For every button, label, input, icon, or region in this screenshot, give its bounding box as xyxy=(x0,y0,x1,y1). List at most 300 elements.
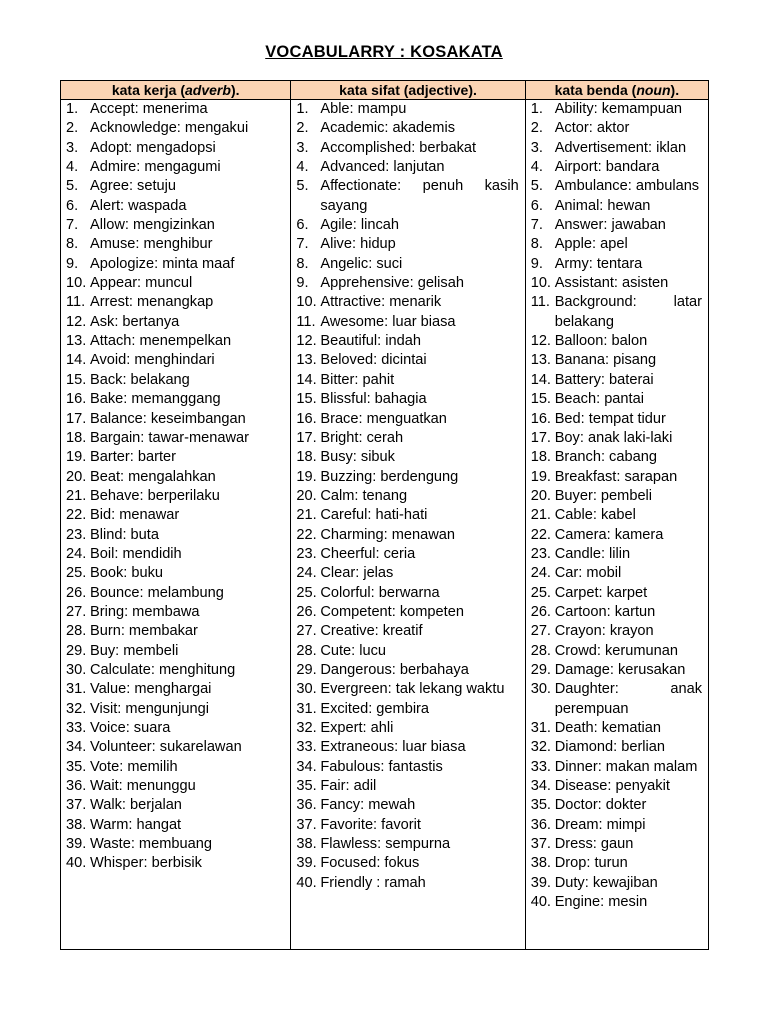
item-number: 36. xyxy=(530,816,551,833)
item-text: Bargain: tawar-menawar xyxy=(90,429,249,446)
item-number: 18. xyxy=(66,429,87,446)
list-item xyxy=(531,893,702,912)
list-item xyxy=(531,100,702,119)
list-item xyxy=(296,158,518,177)
item-number: 27. xyxy=(66,603,87,620)
table-header-row xyxy=(61,81,709,100)
item-number: 19. xyxy=(296,468,317,485)
item-number: 38. xyxy=(530,855,551,872)
list-item xyxy=(66,564,284,583)
list-item xyxy=(296,177,518,216)
item-number: 30. xyxy=(66,661,87,678)
item-number: 8. xyxy=(66,236,79,253)
item-text: Drop: turun xyxy=(554,855,628,872)
list-item xyxy=(296,680,518,699)
item-text: Death: kematian xyxy=(554,720,661,736)
item-text: Boil: mendidih xyxy=(90,545,182,562)
item-number: 22. xyxy=(296,526,317,543)
list-item xyxy=(296,526,518,545)
list-item xyxy=(66,100,284,119)
item-text: Able: mampu xyxy=(320,101,407,117)
item-number: 9. xyxy=(66,255,79,272)
item-number: 2. xyxy=(296,120,309,137)
item-number: 7. xyxy=(296,236,309,253)
item-text: Barter: barter xyxy=(90,449,176,466)
item-text: Camera: kamera xyxy=(554,526,664,543)
item-text: Cartoon: kartun xyxy=(554,603,656,620)
item-text: Buzzing: berdengung xyxy=(320,468,459,485)
list-item xyxy=(296,390,518,409)
item-number: 25. xyxy=(66,565,87,582)
list-item xyxy=(531,680,702,719)
item-text: Apologize: minta maaf xyxy=(90,255,235,272)
list-item xyxy=(531,545,702,564)
list-item xyxy=(66,177,284,196)
list-item xyxy=(66,642,284,661)
item-number: 1. xyxy=(66,101,79,117)
item-text: Branch: cabang xyxy=(554,449,657,466)
item-text: Apple: apel xyxy=(554,236,628,253)
item-number: 24. xyxy=(530,565,551,582)
item-text: Bed: tempat tidur xyxy=(554,410,666,427)
item-text: Charming: menawan xyxy=(320,526,455,543)
list-item xyxy=(296,429,518,448)
list-item xyxy=(531,584,702,603)
noun-list xyxy=(526,100,708,912)
list-item xyxy=(296,293,518,312)
list-item xyxy=(66,429,284,448)
item-text: Awesome: luar biasa xyxy=(320,313,456,330)
item-number: 12. xyxy=(530,333,551,350)
item-number: 38. xyxy=(296,836,317,853)
item-text: Diamond: berlian xyxy=(554,739,666,756)
item-number: 6. xyxy=(530,197,543,214)
list-item xyxy=(531,351,702,370)
item-number: 29. xyxy=(66,642,87,659)
list-item xyxy=(66,622,284,641)
item-number: 14. xyxy=(296,371,317,388)
item-number: 32. xyxy=(530,739,551,756)
item-number: 22. xyxy=(66,507,87,524)
item-number: 30. xyxy=(530,681,551,698)
item-text: Adopt: mengadopsi xyxy=(90,139,216,156)
item-number: 28. xyxy=(66,623,87,640)
item-text: Excited: gembira xyxy=(320,700,430,717)
item-text: Candle: lilin xyxy=(554,545,631,562)
item-number: 15. xyxy=(530,391,551,408)
item-number: 13. xyxy=(66,333,87,350)
item-number: 2. xyxy=(530,120,543,137)
item-text: Buyer: pembeli xyxy=(554,487,653,504)
item-text: Fabulous: fantastis xyxy=(320,758,443,775)
item-text: Avoid: menghindari xyxy=(90,352,215,369)
list-item xyxy=(66,468,284,487)
item-number: 39. xyxy=(296,855,317,872)
list-item xyxy=(66,390,284,409)
item-number: 28. xyxy=(296,642,317,659)
list-item xyxy=(296,642,518,661)
item-number: 17. xyxy=(296,429,317,446)
item-number: 1. xyxy=(530,101,543,117)
item-number: 31. xyxy=(66,681,87,698)
item-text: Blind: buta xyxy=(90,526,159,543)
item-text: Back: belakang xyxy=(90,371,190,388)
item-text: Beach: pantai xyxy=(554,391,644,408)
list-item xyxy=(296,564,518,583)
list-item xyxy=(531,603,702,622)
list-item xyxy=(66,332,284,351)
item-text: Favorite: favorit xyxy=(320,816,421,833)
item-number: 33. xyxy=(296,739,317,756)
item-number: 32. xyxy=(296,720,317,736)
list-item xyxy=(531,390,702,409)
list-item xyxy=(66,197,284,216)
item-number: 5. xyxy=(530,178,543,195)
list-item xyxy=(66,758,284,777)
item-number: 19. xyxy=(66,449,87,466)
list-item xyxy=(296,468,518,487)
item-text: Arrest: menangkap xyxy=(90,294,214,311)
item-number: 12. xyxy=(296,333,317,350)
list-item xyxy=(296,835,518,854)
item-text: Bitter: pahit xyxy=(320,371,395,388)
item-text: Behave: berperilaku xyxy=(90,487,220,504)
item-number: 26. xyxy=(66,584,87,601)
list-item xyxy=(296,700,518,719)
header-adjective: kata sifat (adjective). xyxy=(291,81,525,100)
list-item xyxy=(531,216,702,235)
list-item xyxy=(296,371,518,390)
verb-list xyxy=(61,100,290,874)
item-text: Duty: kewajiban xyxy=(554,874,658,891)
item-number: 26. xyxy=(530,603,551,620)
list-item xyxy=(531,235,702,254)
list-item xyxy=(66,680,284,699)
item-number: 40. xyxy=(66,855,87,872)
list-item xyxy=(531,816,702,835)
item-text: Allow: mengizinkan xyxy=(90,217,215,234)
item-text: Competent: kompeten xyxy=(320,603,464,620)
item-number: 5. xyxy=(296,178,309,195)
item-number: 23. xyxy=(66,526,87,543)
item-text: Waste: membuang xyxy=(90,836,212,853)
list-item xyxy=(296,448,518,467)
item-number: 23. xyxy=(530,545,551,562)
item-text: Calculate: menghitung xyxy=(90,661,236,678)
item-text: Blissful: bahagia xyxy=(320,391,427,408)
item-text: Attractive: menarik xyxy=(320,294,442,311)
item-number: 6. xyxy=(296,217,309,234)
item-text: Warm: hangat xyxy=(90,816,182,833)
item-number: 16. xyxy=(296,410,317,427)
list-item xyxy=(531,158,702,177)
item-text: Cable: kabel xyxy=(554,507,636,524)
item-text: Beat: mengalahkan xyxy=(90,468,216,485)
list-item xyxy=(531,487,702,506)
list-item xyxy=(531,255,702,274)
list-item xyxy=(531,332,702,351)
item-text: Affectionate: penuh kasih sayang xyxy=(320,178,519,214)
item-number: 36. xyxy=(66,778,87,795)
list-item xyxy=(296,758,518,777)
item-text: Animal: hewan xyxy=(554,197,651,214)
item-number: 25. xyxy=(296,584,317,601)
item-text: Daughter: anak perempuan xyxy=(554,681,702,717)
item-text: Army: tentara xyxy=(554,255,643,272)
list-item xyxy=(66,448,284,467)
list-item xyxy=(296,119,518,138)
list-item xyxy=(296,584,518,603)
item-number: 17. xyxy=(530,429,551,446)
item-text: Beloved: dicintai xyxy=(320,352,427,369)
item-number: 4. xyxy=(66,159,79,176)
list-item xyxy=(66,313,284,332)
item-text: Dream: mimpi xyxy=(554,816,646,833)
item-number: 19. xyxy=(530,468,551,485)
item-text: Extraneous: luar biasa xyxy=(320,739,466,756)
item-number: 21. xyxy=(296,507,317,524)
list-item xyxy=(66,255,284,274)
list-item xyxy=(531,274,702,293)
item-number: 28. xyxy=(530,642,551,659)
list-item xyxy=(66,506,284,525)
item-number: 34. xyxy=(296,758,317,775)
item-text: Airport: bandara xyxy=(554,159,660,176)
list-item xyxy=(531,758,702,777)
item-text: Clear: jelas xyxy=(320,565,394,582)
item-number: 8. xyxy=(296,255,309,272)
item-text: Acknowledge: mengakui xyxy=(90,120,249,137)
list-item xyxy=(66,526,284,545)
item-number: 6. xyxy=(66,197,79,214)
list-item xyxy=(66,216,284,235)
item-text: Wait: menunggu xyxy=(90,778,196,795)
item-text: Alert: waspada xyxy=(90,197,187,214)
item-number: 10. xyxy=(66,275,87,292)
list-item xyxy=(296,796,518,815)
item-text: Ask: bertanya xyxy=(90,313,180,330)
item-text: Creative: kreatif xyxy=(320,623,423,640)
item-text: Volunteer: sukarelawan xyxy=(90,739,242,756)
item-text: Bright: cerah xyxy=(320,429,404,446)
list-item xyxy=(296,622,518,641)
list-item xyxy=(66,139,284,158)
item-number: 24. xyxy=(66,545,87,562)
item-number: 13. xyxy=(530,352,551,369)
list-item xyxy=(531,661,702,680)
list-item xyxy=(531,777,702,796)
item-number: 2. xyxy=(66,120,79,137)
list-item xyxy=(66,738,284,757)
list-item xyxy=(296,874,518,893)
item-text: Ability: kemampuan xyxy=(554,101,683,117)
item-number: 11. xyxy=(66,294,86,311)
item-text: Disease: penyakit xyxy=(554,778,670,795)
item-number: 10. xyxy=(530,275,551,292)
list-item xyxy=(531,738,702,757)
item-number: 3. xyxy=(66,139,79,156)
list-item xyxy=(296,274,518,293)
list-item xyxy=(531,448,702,467)
list-item xyxy=(531,642,702,661)
list-item xyxy=(296,410,518,429)
list-item xyxy=(296,506,518,525)
list-item xyxy=(296,719,518,738)
item-number: 20. xyxy=(296,487,317,504)
list-item xyxy=(66,719,284,738)
item-text: Bring: membawa xyxy=(90,603,200,620)
item-text: Whisper: berbisik xyxy=(90,855,202,872)
item-number: 30. xyxy=(296,681,317,698)
adjective-list xyxy=(291,100,524,893)
list-item xyxy=(531,119,702,138)
item-number: 14. xyxy=(66,352,87,369)
item-text: Carpet: karpet xyxy=(554,584,648,601)
list-item xyxy=(296,777,518,796)
list-item xyxy=(296,100,518,119)
item-number: 37. xyxy=(530,836,551,853)
item-number: 16. xyxy=(530,410,551,427)
list-item xyxy=(531,506,702,525)
item-number: 36. xyxy=(296,797,317,814)
item-number: 11. xyxy=(530,294,550,311)
item-text: Balance: keseimbangan xyxy=(90,410,246,427)
item-text: Bounce: melambung xyxy=(90,584,224,601)
item-text: Angelic: suci xyxy=(320,255,403,272)
item-number: 12. xyxy=(66,313,87,330)
item-text: Balloon: balon xyxy=(554,333,648,350)
item-number: 35. xyxy=(66,758,87,775)
item-text: Dangerous: berbahaya xyxy=(320,661,469,678)
item-number: 9. xyxy=(296,275,309,292)
item-number: 20. xyxy=(530,487,551,504)
list-item xyxy=(296,235,518,254)
item-text: Focused: fokus xyxy=(320,855,420,872)
item-number: 5. xyxy=(66,178,79,195)
item-text: Expert: ahli xyxy=(320,720,394,736)
list-item xyxy=(296,545,518,564)
item-number: 26. xyxy=(296,603,317,620)
list-item xyxy=(66,293,284,312)
adjective-column xyxy=(291,100,525,950)
item-text: Friendly : ramah xyxy=(320,874,426,891)
item-number: 39. xyxy=(530,874,551,891)
list-item xyxy=(66,351,284,370)
list-item xyxy=(66,274,284,293)
list-item xyxy=(66,854,284,873)
item-text: Value: menghargai xyxy=(90,681,212,698)
item-text: Careful: hati-hati xyxy=(320,507,428,524)
item-text: Book: buku xyxy=(90,565,164,582)
noun-column xyxy=(525,100,708,950)
item-text: Alive: hidup xyxy=(320,236,396,253)
item-text: Burn: membakar xyxy=(90,623,198,640)
page-title: VOCABULARRY : KOSAKATA xyxy=(265,43,503,61)
item-text: Advanced: lanjutan xyxy=(320,159,445,176)
item-number: 11. xyxy=(296,313,316,330)
item-number: 17. xyxy=(66,410,87,427)
item-number: 40. xyxy=(530,894,551,911)
item-text: Flawless: sempurna xyxy=(320,836,451,853)
item-number: 15. xyxy=(296,391,317,408)
item-number: 31. xyxy=(296,700,317,717)
list-item xyxy=(531,197,702,216)
item-number: 40. xyxy=(296,874,317,891)
item-text: Cute: lucu xyxy=(320,642,387,659)
item-text: Visit: mengunjungi xyxy=(90,700,209,717)
item-number: 7. xyxy=(530,217,543,234)
item-text: Amuse: menghibur xyxy=(90,236,213,253)
item-number: 34. xyxy=(530,778,551,795)
header-verb: kata kerja (adverb). xyxy=(61,81,291,100)
item-text: Crayon: krayon xyxy=(554,623,654,640)
list-item xyxy=(531,796,702,815)
item-number: 35. xyxy=(296,778,317,795)
list-item xyxy=(296,487,518,506)
item-text: Engine: mesin xyxy=(554,894,648,911)
item-text: Breakfast: sarapan xyxy=(554,468,678,485)
item-number: 27. xyxy=(530,623,551,640)
item-text: Appear: muncul xyxy=(90,275,193,292)
item-text: Cheerful: ceria xyxy=(320,545,416,562)
list-item xyxy=(531,874,702,893)
item-text: Walk: berjalan xyxy=(90,797,182,814)
item-text: Calm: tenang xyxy=(320,487,408,504)
list-item xyxy=(296,139,518,158)
item-text: Actor: aktor xyxy=(554,120,630,137)
item-text: Bake: memanggang xyxy=(90,391,221,408)
item-number: 8. xyxy=(530,236,543,253)
item-number: 15. xyxy=(66,371,87,388)
list-item xyxy=(296,854,518,873)
list-item xyxy=(66,816,284,835)
list-item xyxy=(531,177,702,196)
list-item xyxy=(66,796,284,815)
list-item xyxy=(66,661,284,680)
item-number: 33. xyxy=(530,758,551,775)
item-text: Dinner: makan malam xyxy=(554,758,698,775)
list-item xyxy=(296,738,518,757)
list-item xyxy=(66,487,284,506)
item-text: Attach: menempelkan xyxy=(90,333,232,350)
item-number: 3. xyxy=(296,139,309,156)
item-text: Buy: membeli xyxy=(90,642,179,659)
verb-column xyxy=(61,100,291,950)
item-number: 4. xyxy=(530,159,543,176)
item-text: Doctor: dokter xyxy=(554,797,647,814)
list-item xyxy=(531,526,702,545)
list-item xyxy=(531,468,702,487)
vocabulary-table xyxy=(60,80,709,950)
item-number: 37. xyxy=(66,797,87,814)
item-number: 14. xyxy=(530,371,551,388)
item-text: Battery: baterai xyxy=(554,371,654,388)
list-item xyxy=(66,235,284,254)
list-item xyxy=(66,119,284,138)
table-body-row xyxy=(61,100,709,950)
item-number: 7. xyxy=(66,217,79,234)
item-text: Accomplished: berbakat xyxy=(320,139,477,156)
item-number: 24. xyxy=(296,565,317,582)
list-item xyxy=(296,332,518,351)
list-item xyxy=(296,661,518,680)
item-text: Colorful: berwarna xyxy=(320,584,440,601)
header-noun: kata benda (noun). xyxy=(525,81,708,100)
list-item xyxy=(296,603,518,622)
item-text: Crowd: kerumunan xyxy=(554,642,678,659)
item-number: 18. xyxy=(530,449,551,466)
item-text: Car: mobil xyxy=(554,565,622,582)
